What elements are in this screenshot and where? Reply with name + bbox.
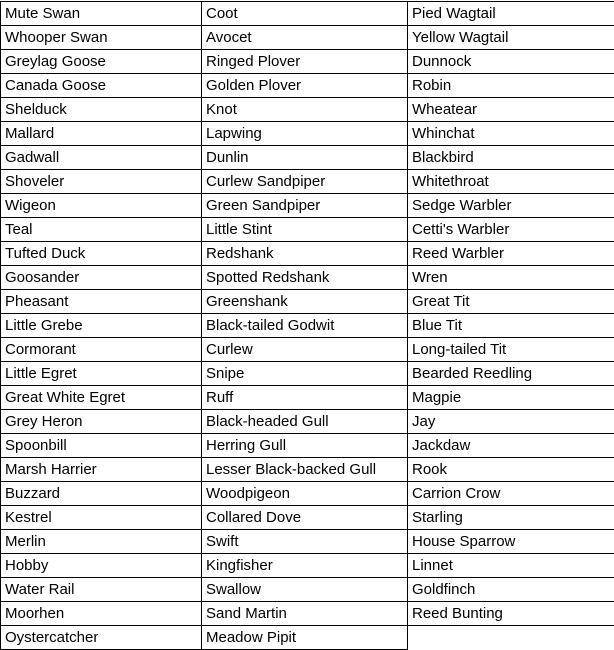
bird-name-cell: Greylag Goose: [1, 50, 202, 74]
bird-name-cell: Ringed Plover: [202, 50, 408, 74]
bird-name-cell: Buzzard: [1, 482, 202, 506]
bird-name-cell: Bearded Reedling: [408, 362, 614, 386]
bird-name-cell: Kingfisher: [202, 554, 408, 578]
bird-name-cell: Moorhen: [1, 602, 202, 626]
table-row: [1, 506, 614, 530]
bird-name-cell: Knot: [202, 98, 408, 122]
table-row: [1, 194, 614, 218]
table-row: [1, 554, 614, 578]
bird-name-cell: Robin: [408, 74, 614, 98]
table-row: [1, 362, 614, 386]
bird-name-cell: Little Egret: [1, 362, 202, 386]
bird-name-cell: Swift: [202, 530, 408, 554]
bird-name-cell: Snipe: [202, 362, 408, 386]
bird-name-cell: Yellow Wagtail: [408, 26, 614, 50]
bird-name-cell: Greenshank: [202, 290, 408, 314]
bird-name-cell: Black-headed Gull: [202, 410, 408, 434]
bird-name-cell: Green Sandpiper: [202, 194, 408, 218]
bird-name-cell: Herring Gull: [202, 434, 408, 458]
table-row: [1, 146, 614, 170]
bird-name-cell: Canada Goose: [1, 74, 202, 98]
table-row: [1, 74, 614, 98]
bird-name-cell: Cetti's Warbler: [408, 218, 614, 242]
bird-name-cell: Coot: [202, 2, 408, 26]
bird-name-cell: Wheatear: [408, 98, 614, 122]
bird-name-cell: Blackbird: [408, 146, 614, 170]
bird-name-cell: Wren: [408, 266, 614, 290]
table-row: [1, 530, 614, 554]
bird-name-cell: Sedge Warbler: [408, 194, 614, 218]
bird-name-cell: Shoveler: [1, 170, 202, 194]
table-row: [1, 218, 614, 242]
bird-name-cell: Curlew Sandpiper: [202, 170, 408, 194]
bird-name-cell: Jay: [408, 410, 614, 434]
table-row: [1, 122, 614, 146]
bird-name-cell: Water Rail: [1, 578, 202, 602]
bird-name-cell: Long-tailed Tit: [408, 338, 614, 362]
table-row: [1, 410, 614, 434]
bird-name-cell: Blue Tit: [408, 314, 614, 338]
bird-name-cell: Ruff: [202, 386, 408, 410]
bird-name-cell: Whinchat: [408, 122, 614, 146]
bird-name-cell: Avocet: [202, 26, 408, 50]
bird-name-cell: Cormorant: [1, 338, 202, 362]
bird-name-cell: Dunlin: [202, 146, 408, 170]
bird-name-cell: Wigeon: [1, 194, 202, 218]
bird-name-cell: Black-tailed Godwit: [202, 314, 408, 338]
table-row: [1, 242, 614, 266]
bird-name-cell: Curlew: [202, 338, 408, 362]
bird-name-cell: Spoonbill: [1, 434, 202, 458]
table-row: [1, 314, 614, 338]
bird-name-cell: Reed Warbler: [408, 242, 614, 266]
empty-cell: [408, 626, 614, 650]
bird-name-cell: Mute Swan: [1, 2, 202, 26]
table-row: [1, 482, 614, 506]
table-row: [1, 434, 614, 458]
table-row: [1, 266, 614, 290]
table-row: [1, 170, 614, 194]
bird-name-cell: Tufted Duck: [1, 242, 202, 266]
bird-name-cell: Redshank: [202, 242, 408, 266]
bird-name-cell: Golden Plover: [202, 74, 408, 98]
bird-name-cell: Reed Bunting: [408, 602, 614, 626]
bird-name-cell: Swallow: [202, 578, 408, 602]
bird-species-table: [0, 1, 614, 650]
bird-name-cell: Magpie: [408, 386, 614, 410]
bird-name-cell: Spotted Redshank: [202, 266, 408, 290]
table-row: [1, 290, 614, 314]
bird-name-cell: Lesser Black-backed Gull: [202, 458, 408, 482]
bird-name-cell: Goosander: [1, 266, 202, 290]
bird-name-cell: Merlin: [1, 530, 202, 554]
bird-name-cell: Whooper Swan: [1, 26, 202, 50]
table-row: [1, 50, 614, 74]
bird-name-cell: Woodpigeon: [202, 482, 408, 506]
bird-name-cell: Grey Heron: [1, 410, 202, 434]
bird-name-cell: Kestrel: [1, 506, 202, 530]
bird-name-cell: Little Stint: [202, 218, 408, 242]
bird-name-cell: Carrion Crow: [408, 482, 614, 506]
table-row: [1, 26, 614, 50]
bird-name-cell: Whitethroat: [408, 170, 614, 194]
bird-name-cell: Gadwall: [1, 146, 202, 170]
bird-name-cell: Great White Egret: [1, 386, 202, 410]
bird-name-cell: Great Tit: [408, 290, 614, 314]
bird-name-cell: Hobby: [1, 554, 202, 578]
bird-name-cell: Jackdaw: [408, 434, 614, 458]
bird-name-cell: Sand Martin: [202, 602, 408, 626]
bird-name-cell: Little Grebe: [1, 314, 202, 338]
bird-name-cell: Goldfinch: [408, 578, 614, 602]
bird-name-cell: Starling: [408, 506, 614, 530]
table-row: [1, 602, 614, 626]
bird-name-cell: Linnet: [408, 554, 614, 578]
bird-name-cell: Meadow Pipit: [202, 626, 408, 650]
bird-name-cell: Teal: [1, 218, 202, 242]
table-row: [1, 98, 614, 122]
table-row: [1, 458, 614, 482]
bird-name-cell: Oystercatcher: [1, 626, 202, 650]
bird-name-cell: Collared Dove: [202, 506, 408, 530]
bird-name-cell: Lapwing: [202, 122, 408, 146]
table-row: [1, 2, 614, 26]
bird-name-cell: Rook: [408, 458, 614, 482]
bird-name-cell: Pied Wagtail: [408, 2, 614, 26]
bird-table-body: [1, 2, 614, 650]
table-row: [1, 626, 614, 650]
bird-name-cell: Mallard: [1, 122, 202, 146]
bird-name-cell: Marsh Harrier: [1, 458, 202, 482]
bird-name-cell: House Sparrow: [408, 530, 614, 554]
bird-name-cell: Pheasant: [1, 290, 202, 314]
table-row: [1, 338, 614, 362]
table-row: [1, 386, 614, 410]
table-row: [1, 578, 614, 602]
bird-name-cell: Dunnock: [408, 50, 614, 74]
bird-name-cell: Shelduck: [1, 98, 202, 122]
